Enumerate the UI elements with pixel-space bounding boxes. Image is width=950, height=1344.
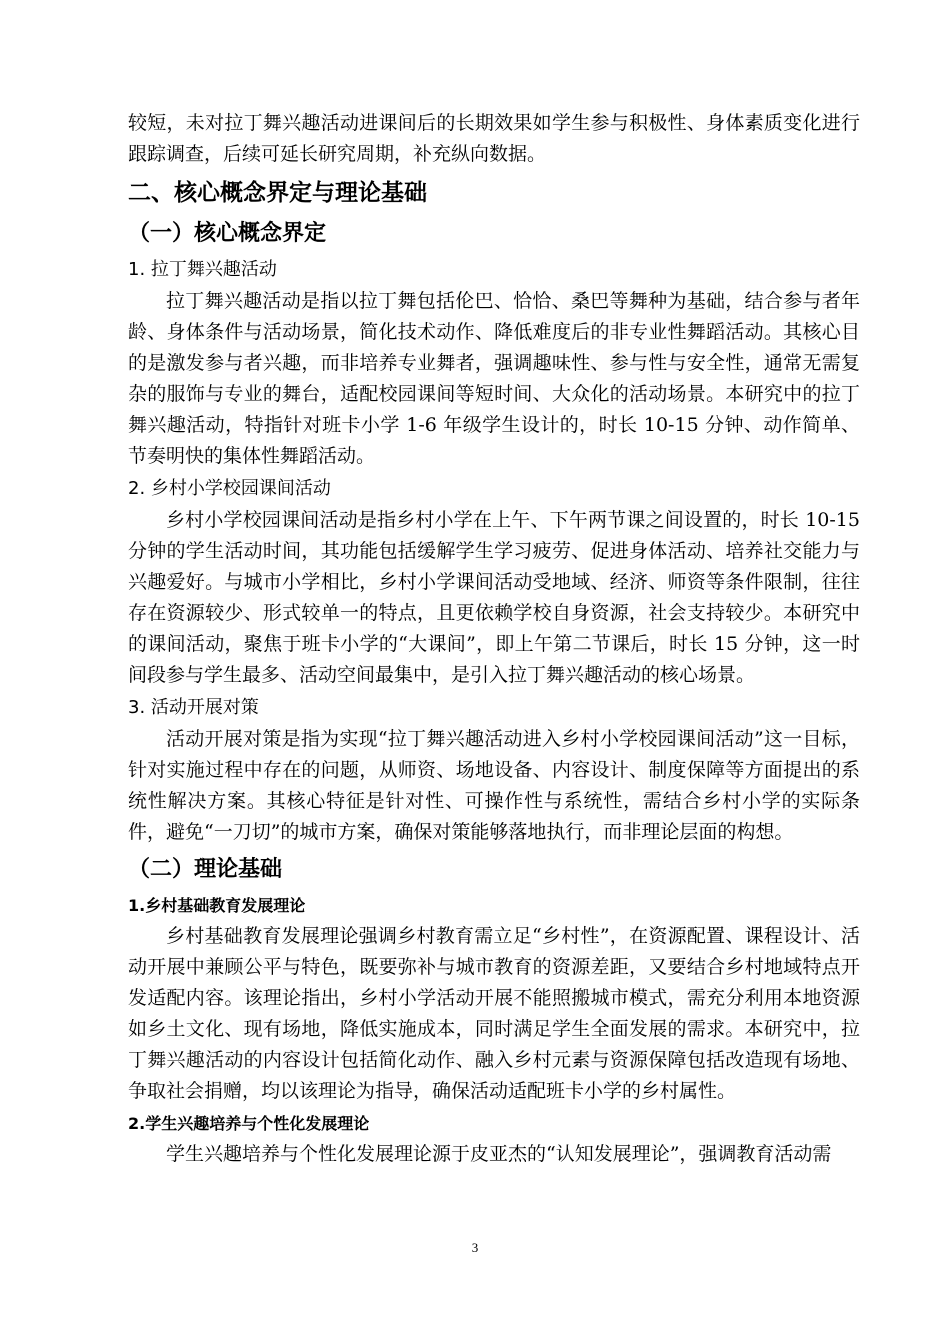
heading-rural-education-theory: 1.乡村基础教育发展理论 [128,896,306,915]
document-page [128,108,860,1170]
paragraph-activity-strategy: 活动开展对策是指为实现“拉丁舞兴趣活动进入乡村小学校园课间活动”这一目标，针对实施过程中存在的问题，从师资、场地设备、内容设计、制度保障等方面提出的系统性解决方案。其核心特征是针对性、可操作性与系统性，需结合乡村小学的实际条件，避免“一刀切”的城市方案，确保对策能够落地执行，而非理论层面的构想。 [128,728,860,843]
page-number: 3 [471,1240,479,1255]
subsection-heading-core-concepts: （一）核心概念界定 [128,221,327,246]
paragraph-intro: 较短，未对拉丁舞兴趣活动进课间后的长期效果如学生参与积极性、身体素质变化进行跟踪调查，后续可延长研究周期，补充纵向数据。 [128,112,860,165]
paragraph-interest-development-theory: 学生兴趣培养与个性化发展理论源于皮亚杰的“认知发展理论”，强调教育活动需 [166,1143,832,1165]
subsection-heading-theory: （二）理论基础 [128,857,283,882]
heading-interest-development-theory: 2.学生兴趣培养与个性化发展理论 [128,1114,370,1133]
paragraph-rural-recess-activity: 乡村小学校园课间活动是指乡村小学在上午、下午两节课之间设置的，时长 10-15 分钟的学生活动时间，其功能包括缓解学生学习疲劳、促进身体活动、培养社交能力与兴趣爱好。与城市小学相比，乡村小学课间活动受地域、经济、师资等条件限制，往往存在资源较少、形式较单一的特点，且更依赖学校自身资源，社会支持较少。本研究中的课间活动，聚焦于班卡小学的“大课间”，即上午第二节课后，时长 15 分钟，这一时间段参与学生最多、活动空间最集中，是引入拉丁舞兴趣活动的核心场景。 [128,509,860,686]
section-heading-core-concepts-theory: 二、核心概念界定与理论基础 [128,180,427,206]
paragraph-latin-dance-activity: 拉丁舞兴趣活动是指以拉丁舞包括伦巴、恰恰、桑巴等舞种为基础，结合参与者年龄、身体条件与活动场景，简化技术动作、降低难度后的非专业性舞蹈活动。其核心目的是激发参与者兴趣，而非培养专业舞者，强调趣味性、参与性与安全性，通常无需复杂的服饰与专业的舞台，适配校园课间等短时间、大众化的活动场景。本研究中的拉丁舞兴趣活动，特指针对班卡小学 1-6 年级学生设计的，时长 10-15 分钟、动作简单、节奏明快的集体性舞蹈活动。 [128,290,860,467]
heading-activity-strategy: 3. 活动开展对策 [128,697,259,718]
paragraph-rural-education-theory: 乡村基础教育发展理论强调乡村教育需立足“乡村性”，在资源配置、课程设计、活动开展中兼顾公平与特色，既要弥补与城市教育的资源差距，又要结合乡村地域特点开发适配内容。该理论指出，乡村小学活动开展不能照搬城市模式，需充分利用本地资源如乡土文化、现有场地，降低实施成本，同时满足学生全面发展的需求。本研究中，拉丁舞兴趣活动的内容设计包括简化动作、融入乡村元素与资源保障包括改造现有场地、争取社会捐赠，均以该理论为指导，确保活动适配班卡小学的乡村属性。 [128,925,860,1102]
heading-latin-dance-activity: 1. 拉丁舞兴趣活动 [128,259,277,280]
heading-rural-recess-activity: 2. 乡村小学校园课间活动 [128,478,331,499]
